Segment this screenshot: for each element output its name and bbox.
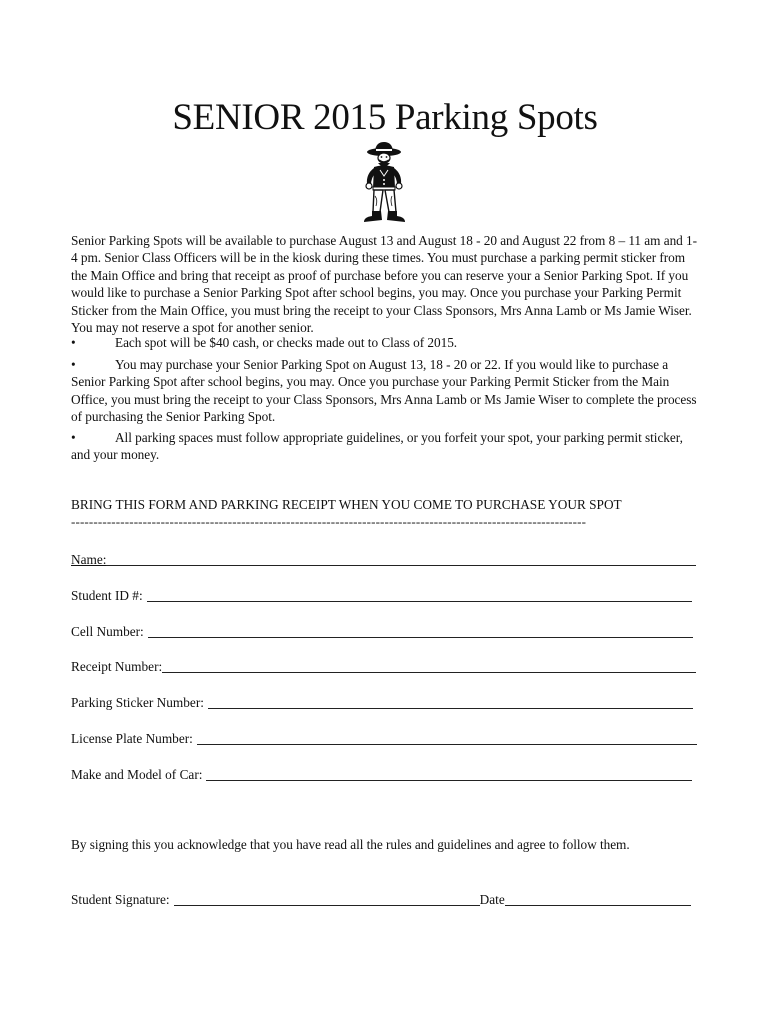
bullet-symbol: • [71,335,76,350]
parking-sticker-number-blank-line[interactable] [208,693,693,709]
bullet-text: Each spot will be $40 cash, or checks made out to Class of 2015. [115,335,458,350]
page-title: SENIOR 2015 Parking Spots [172,97,598,138]
name-field[interactable] [71,549,696,569]
intro-paragraph [71,232,703,336]
bullet-item-dates [71,356,703,426]
bullet-item-price [71,334,703,351]
signature-row[interactable] [71,889,691,909]
signature-blank-line[interactable] [174,890,480,906]
license-plate-number-field[interactable] [71,728,697,748]
student-id-label: Student ID #: [71,588,143,603]
bullet-item-guidelines [71,429,703,464]
bullet-text: All parking spaces must follow appropriate guidelines, or you forfeit your spot, your parking permit sticker, and your money. [71,430,683,463]
name-label: Name: [71,552,107,567]
acknowledgement-paragraph [71,836,703,853]
cowboy-mascot-icon [350,140,418,228]
acknowledgement-text: By signing this you acknowledge that you have read all the rules and guidelines and agree to follow them. [71,837,630,852]
parking-sticker-number-label: Parking Sticker Number: [71,695,204,710]
receipt-number-blank-line[interactable] [162,657,696,673]
license-plate-number-blank-line[interactable] [197,729,697,745]
signature-label: Student Signature: [71,892,170,907]
form-heading: BRING THIS FORM AND PARKING RECEIPT WHEN YOU COME TO PURCHASE YOUR SPOT [71,497,622,512]
receipt-number-field[interactable] [71,656,696,676]
cell-number-blank-line[interactable] [148,622,693,638]
date-blank-line[interactable] [505,890,691,906]
bullet-symbol: • [71,357,76,372]
divider-line: ------------------------------------------------------------------------------------------------------------------- [71,514,587,529]
intro-text: Senior Parking Spots will be available to purchase August 13 and August 18 - 20 and August 22 from 8 – 11 am and 1- 4 pm. Senior Class Officers will be in the kiosk during these times. You must purchase a parking permit sticker from the Main Office and bring that receipt as proof of purchase before you can reserve your a Senior Parking Spot. If you would like to purchase a Senior Parking Spot after school begins, you may. Once you purchase your Parking Permit Sticker from the Main Office, you must bring the receipt to your Class Sponsors, Mrs Anna Lamb or Ms Jamie Wiser. You may not reserve a spot for another senior. [71,233,698,336]
cell-number-field[interactable] [71,621,693,641]
bullet-text: You may purchase your Senior Parking Spot on August 13, 18 - 20 or 22. If you would like to purchase a Senior Parking Spot after school begins, you may. Once you purchase your Parking Permit Sticker from the Main Office, you must bring the receipt to your Class Sponsors, Mrs Anna Lamb or Ms Jamie Wiser to complete the process of purchasing the Senior Parking Spot. [71,357,697,425]
date-label: Date [479,892,505,907]
parking-sticker-number-field[interactable] [71,692,693,712]
student-id-blank-line[interactable] [147,586,692,602]
student-id-field[interactable] [71,585,692,605]
make-model-blank-line[interactable] [206,765,692,781]
name-blank-line[interactable] [106,550,696,566]
license-plate-number-label: License Plate Number: [71,731,193,746]
bullet-symbol: • [71,430,76,445]
cell-number-label: Cell Number: [71,624,144,639]
make-model-label: Make and Model of Car: [71,767,203,782]
receipt-number-label: Receipt Number: [71,659,163,674]
make-model-field[interactable] [71,764,692,784]
